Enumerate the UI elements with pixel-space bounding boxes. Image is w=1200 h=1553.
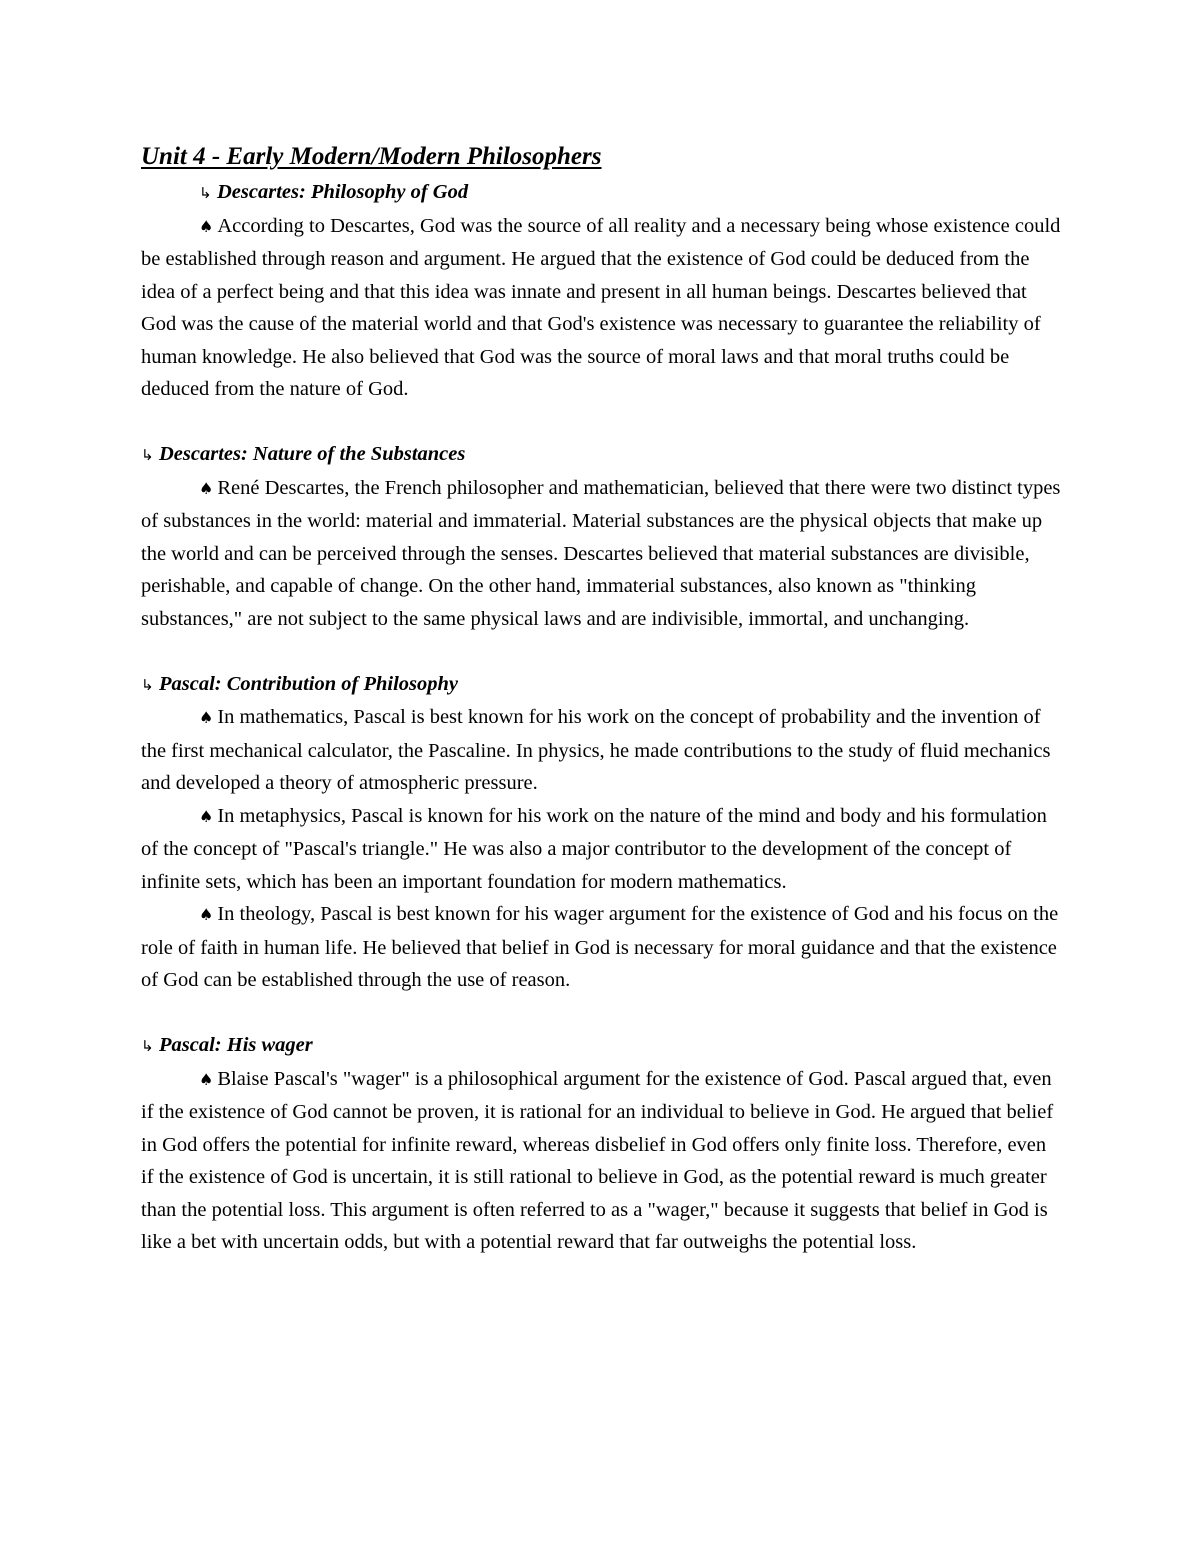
- section-pascal-wager: [141, 1029, 1063, 1259]
- section-pascal-contribution: [141, 668, 1063, 997]
- paragraph-text: René Descartes, the French philosopher and mathematician, believed that there were two distinct types of substances in the world: material and immaterial. Material substances are the physical objects that make up the world and can be perceived through the senses. Descartes believed that material substances are divisible, perishable, and capable of change. On the other hand, immaterial substances, also known as "thinking substances," are not subject to the same physical laws and are indivisible, immortal, and unchanging.: [141, 476, 1061, 630]
- section-heading: [141, 668, 1063, 702]
- section-heading: [141, 176, 1063, 210]
- section-heading: [141, 438, 1063, 472]
- section-descartes-god: [141, 176, 1063, 406]
- arrow-icon: ↳: [141, 675, 154, 694]
- section-heading-text: Pascal: His wager: [159, 1034, 313, 1056]
- arrow-icon: ↳: [141, 446, 154, 464]
- spade-bullet-icon: ♠: [199, 478, 214, 498]
- paragraph-text: In metaphysics, Pascal is known for his work on the nature of the mind and body and his formulation of the concept of "Pascal's triangle." He was also a major contributor to the development of the concept of infinite sets, which has been an important foundation for modern mathematics.: [141, 804, 1047, 893]
- paragraph-text: According to Descartes, God was the source of all reality and a necessary being whose existence could be established through reason and argument. He argued that the existence of God could be deduced from the idea of a perfect being and that this idea was innate and present in all human beings. Descartes believed that God was the cause of the material world and that God's existence was necessary to guarantee the reliability of human knowledge. He also believed that God was the source of moral laws and that moral truths could be deduced from the nature of God.: [141, 214, 1061, 400]
- paragraph: [141, 472, 1063, 636]
- paragraph: [141, 1063, 1063, 1259]
- spade-bullet-icon: ♠: [199, 216, 214, 236]
- spacer: [141, 406, 1063, 439]
- document-title: Unit 4 - Early Modern/Modern Philosophers: [141, 143, 602, 170]
- spacer: [141, 635, 1063, 668]
- arrow-icon: ↳: [199, 184, 212, 202]
- section-heading-text: Pascal: Contribution of Philosophy: [159, 672, 459, 695]
- paragraph-text: In theology, Pascal is best known for his wager argument for the existence of God and his focus on the role of faith in human life. He believed that belief in God is necessary for moral guidance and that the existence of God can be established through the use of reason.: [141, 903, 1059, 991]
- paragraph: [141, 701, 1063, 800]
- paragraph: [141, 898, 1063, 997]
- paragraph: [141, 800, 1063, 899]
- paragraph-text: Blaise Pascal's "wager" is a philosophical argument for the existence of God. Pascal argued that, even if the existence of God cannot be proven, it is rational for an individual to believe in God. He argued that belief in God offers the potential for infinite reward, whereas disbelief in God offers only finite loss. Therefore, even if the existence of God is uncertain, it is still rational to believe in God, as the potential reward is much greater than the potential loss. This argument is often referred to as a "wager," because it suggests that belief in God is like a bet with uncertain odds, but with a potential reward that far outweighs the potential loss.: [141, 1067, 1054, 1253]
- spade-bullet-icon: ♠: [199, 708, 214, 727]
- section-heading-text: Descartes: Philosophy of God: [217, 181, 469, 203]
- spade-bullet-icon: ♠: [199, 806, 214, 826]
- section-heading: [141, 1029, 1063, 1063]
- paragraph-text: In mathematics, Pascal is best known for his work on the concept of probability and the invention of the first mechanical calculator, the Pascaline. In physics, he made contributions to the study of fluid mechanics and developed a theory of atmospheric pressure.: [141, 706, 1051, 794]
- section-descartes-substances: [141, 438, 1063, 635]
- document-body: [141, 138, 1063, 1259]
- section-heading-text: Descartes: Nature of the Substances: [159, 443, 466, 465]
- spade-bullet-icon: ♠: [199, 905, 214, 924]
- paragraph: [141, 210, 1063, 406]
- arrow-icon: ↳: [141, 1037, 154, 1055]
- spacer: [141, 997, 1063, 1030]
- spade-bullet-icon: ♠: [199, 1069, 214, 1089]
